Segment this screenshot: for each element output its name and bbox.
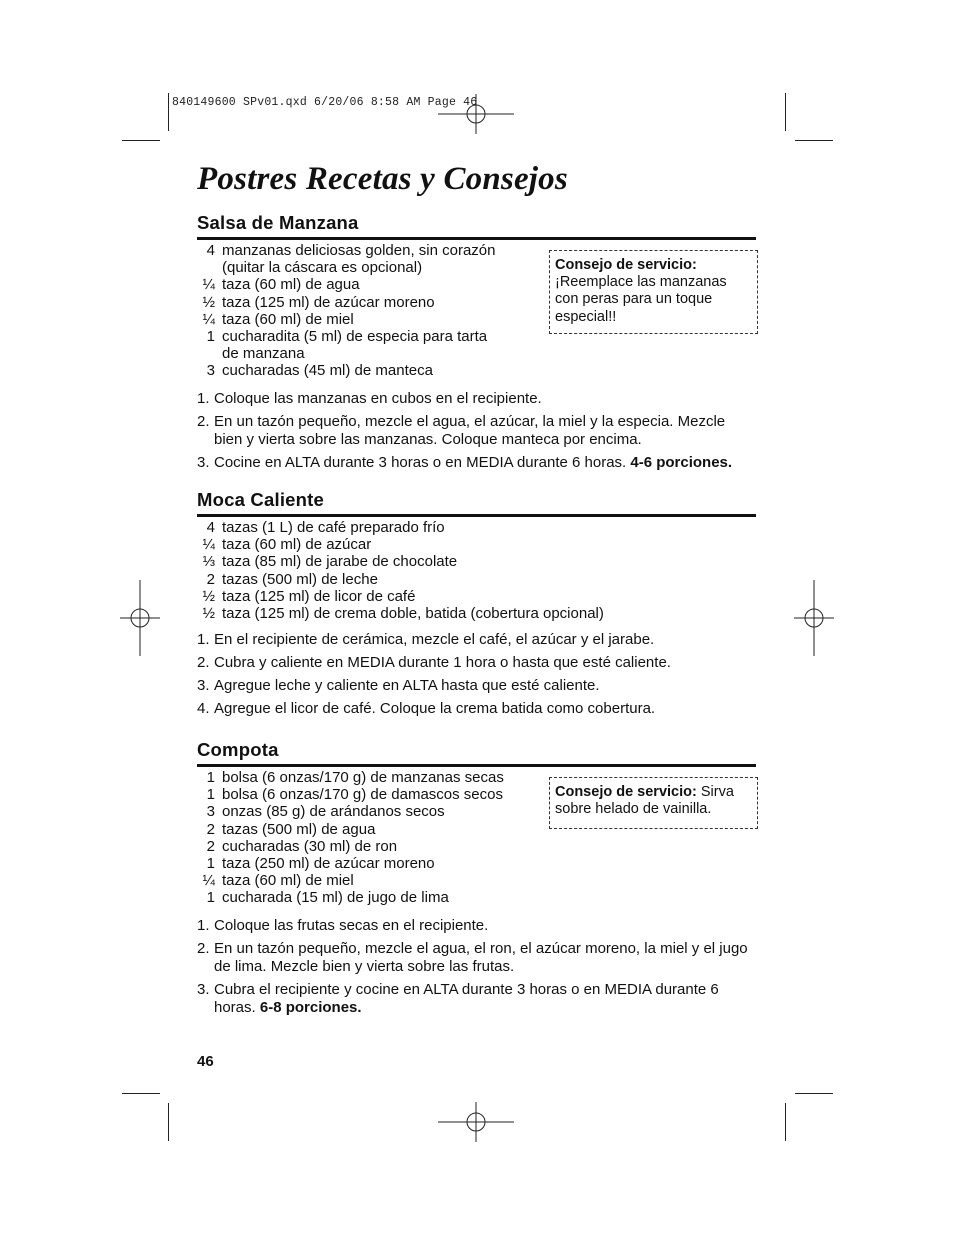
step-item: 2. En un tazón pequeño, mezcle el agua, el azúcar, la miel y la especia. Mezcle bien y vierta sobre las manzanas. Coloque manteca por encima. — [197, 412, 726, 448]
ingredient-item: 2 cucharadas (30 ml) de ron — [206, 837, 398, 855]
step-item: 2. Cubra y caliente en MEDIA durante 1 hora o hasta que esté caliente. — [197, 654, 671, 672]
ingredient-item: ⅓ taza (85 ml) de jarabe de chocolate — [202, 553, 458, 571]
crop-mark — [168, 93, 169, 131]
ingredient-item: ½ taza (125 ml) de azúcar moreno — [202, 293, 435, 311]
crop-mark — [795, 140, 833, 141]
step-item: 3. Agregue leche y caliente en ALTA hasta que esté caliente. — [197, 677, 600, 695]
ingredient-item: 1 bolsa (6 onzas/170 g) de manzanas secas — [206, 769, 504, 786]
registration-mark-top — [438, 94, 514, 134]
recipe-heading: Moca Caliente — [197, 489, 756, 517]
ingredient-item: ¼ taza (60 ml) de agua — [202, 276, 360, 294]
page-number: 46 — [197, 1053, 214, 1070]
step-item: 1. Coloque las frutas secas en el recipiente. — [197, 916, 489, 934]
step-list — [197, 917, 756, 1017]
step-item: 3. Cubra el recipiente y cocine en ALTA durante 3 horas o en MEDIA durante 6 horas. 6-8 porciones. — [197, 980, 719, 1016]
ingredient-item: ½ taza (125 ml) de licor de café — [202, 587, 416, 605]
ingredient-item: ¼ taza (60 ml) de miel — [202, 310, 354, 328]
ingredient-item: 2 tazas (500 ml) de leche — [206, 570, 378, 588]
registration-mark-left — [120, 580, 160, 656]
step-item: 1. En el recipiente de cerámica, mezcle el café, el azúcar y el jarabe. — [197, 631, 655, 649]
serving-tip-box — [549, 777, 758, 829]
step-list — [197, 390, 756, 472]
step-item: 4. Agregue el licor de café. Coloque la crema batida como cobertura. — [197, 700, 656, 718]
recipe-heading: Compota — [197, 739, 756, 767]
ingredient-item: 4 tazas (1 L) de café preparado frío — [206, 519, 445, 536]
tip-text: ¡Reemplace las manzanas con peras para un toque especial!! — [555, 274, 727, 325]
recipe-moca-caliente — [197, 489, 756, 723]
tip-label: Consejo de servicio: — [555, 784, 697, 800]
page-title: Postres Recetas y Consejos — [197, 161, 568, 197]
ingredient-item: 1 taza (250 ml) de azúcar moreno — [206, 855, 435, 873]
crop-mark — [785, 93, 786, 131]
crop-mark — [168, 1103, 169, 1141]
step-item: 3. Cocine en ALTA durante 3 horas o en MEDIA durante 6 horas. 4-6 porciones. — [197, 453, 733, 471]
ingredient-item: (quitar la cáscara es opcional) — [222, 259, 423, 277]
crop-mark — [795, 1093, 833, 1094]
step-item: 1. Coloque las manzanas en cubos en el recipiente. — [197, 389, 542, 407]
ingredient-list — [197, 519, 756, 622]
ingredient-item: 1 cucharadita (5 ml) de especia para tarta — [206, 328, 488, 346]
ingredient-item: 1 bolsa (6 onzas/170 g) de damascos secos — [206, 786, 503, 804]
ingredient-item: 1 cucharada (15 ml) de jugo de lima — [206, 889, 449, 907]
serving-tip-box — [549, 250, 758, 334]
ingredient-item: 3 cucharadas (45 ml) de manteca — [206, 362, 433, 380]
crop-mark — [122, 140, 160, 141]
ingredient-item: de manzana — [222, 345, 305, 363]
tip-text: Sirva sobre helado de vainilla. — [555, 784, 734, 818]
recipe-heading: Salsa de Manzana — [197, 212, 756, 240]
printer-slug: 840149600 SPv01.qxd 6/20/06 8:58 AM Page 46 — [172, 96, 478, 109]
ingredient-item: 4 manzanas deliciosas golden, sin corazón — [206, 242, 496, 259]
ingredient-item: ½ taza (125 ml) de crema doble, batida (cobertura opcional) — [202, 605, 604, 623]
step-item: 2. En un tazón pequeño, mezcle el agua, el ron, el azúcar moreno, la miel y el jugo de lima. Mezcle bien y vierta sobre las frutas. — [197, 939, 748, 975]
ingredient-item: ¼ taza (60 ml) de miel — [202, 872, 354, 890]
registration-mark-right — [794, 580, 834, 656]
crop-mark — [785, 1103, 786, 1141]
registration-mark-bottom — [438, 1102, 514, 1142]
ingredient-item: 2 tazas (500 ml) de agua — [206, 820, 376, 838]
step-list — [197, 631, 756, 718]
ingredient-item: ¼ taza (60 ml) de azúcar — [202, 536, 372, 554]
crop-mark — [122, 1093, 160, 1094]
tip-label: Consejo de servicio: — [555, 257, 697, 273]
ingredient-item: 3 onzas (85 g) de arándanos secos — [206, 803, 445, 821]
